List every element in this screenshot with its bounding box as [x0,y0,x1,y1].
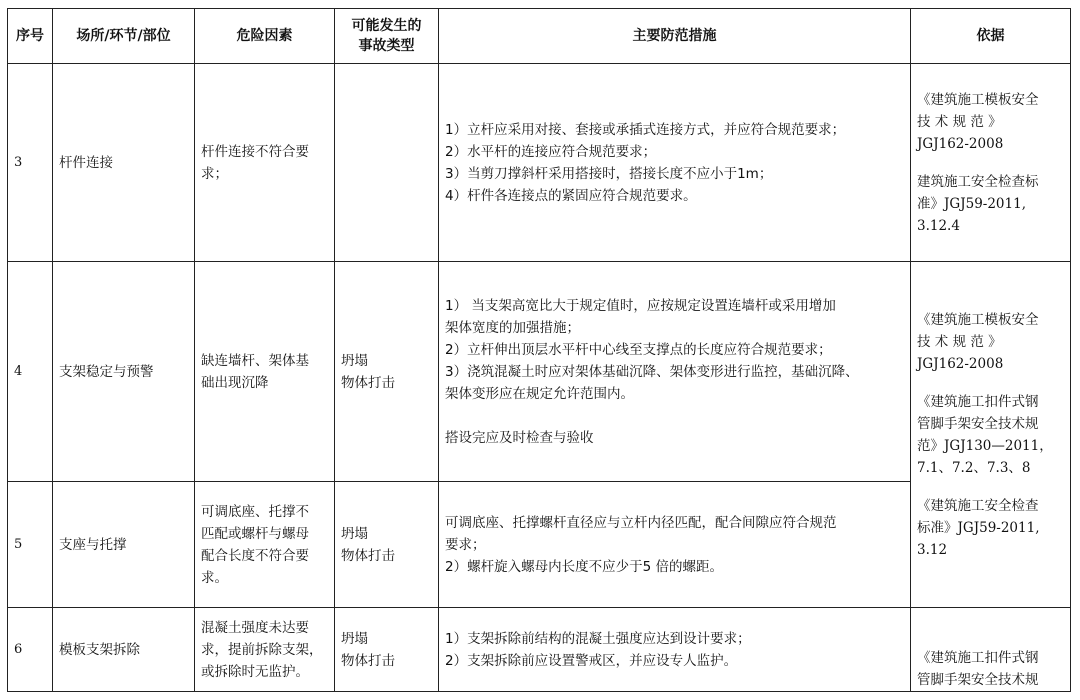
row-location: 杆件连接 [53,64,195,262]
row-seq: 6 [8,608,53,692]
header-seq: 序号 [8,9,53,64]
basis-reference: 建筑施工安全检查标 准》JGJ59-2011, 3.12.4 [917,173,1039,234]
row-basis [911,608,1071,692]
header-row [8,9,1071,64]
header-measures: 主要防范措施 [439,9,911,64]
row-location: 模板支架拆除 [53,608,195,692]
table-row [8,64,1071,262]
safety-measures-table [7,8,1071,692]
row-accident: 坍塌 物体打击 [335,482,439,608]
row-location: 支架稳定与预警 [53,262,195,482]
row-basis [911,262,1071,608]
header-accident: 可能发生的 事故类型 [335,9,439,64]
basis-reference: 《建筑施工扣件式钢 管脚手架安全技术规 [917,650,1039,688]
row-accident: 坍塌 物体打击 [335,262,439,482]
row-measures: 1）立杆应采用对接、套接或承插式连接方式，并应符合规范要求； 2）水平杆的连接应符合规范要求； 3）当剪刀撑斜杆采用搭接时，搭接长度不应小于1m； 4）杆件各连接点的紧固应符合规范要求。 [439,64,911,262]
row-seq: 5 [8,482,53,608]
header-hazard: 危险因素 [195,9,335,64]
header-location: 场所/环节/部位 [53,9,195,64]
row-basis [911,64,1071,262]
row-seq: 3 [8,64,53,262]
header-basis: 依据 [911,9,1071,64]
row-measures: 1） 当支架高宽比大于规定值时，应按规定设置连墙杆或采用增加 架体宽度的加强措施； 2）立杆伸出顶层水平杆中心线至支撑点的长度应符合规范要求； 3）浇筑混凝土时应对架体基础沉降、架体变形进行监控，基础沉降、 架体变形应在规定允许范围内。 搭设完应及时检查与验收 [439,262,911,482]
table-row [8,262,1071,482]
row-accident [335,64,439,262]
basis-reference: 《建筑施工安全检查 标准》JGJ59-2011, 3.12 [917,497,1040,558]
row-seq: 4 [8,262,53,482]
row-location: 支座与托撑 [53,482,195,608]
basis-reference: 《建筑施工模板安全 技 术 规 范 》 JGJ162-2008 [917,91,1039,152]
row-hazard: 缺连墙杆、架体基 础出现沉降 [195,262,335,482]
basis-reference: 《建筑施工模板安全 技 术 规 范 》 JGJ162-2008 [917,311,1039,372]
row-accident: 坍塌 物体打击 [335,608,439,692]
table-row [8,608,1071,692]
basis-reference: 《建筑施工扣件式钢 管脚手架安全技术规 范》JGJ130—2011， 7.1、7.2、7.3、8 [917,393,1053,476]
row-measures: 可调底座、托撑螺杆直径应与立杆内径匹配，配合间隙应符合规范 要求； 2）螺杆旋入螺母内长度不应少于5 倍的螺距。 [439,482,911,608]
row-hazard: 可调底座、托撑不 匹配或螺杆与螺母 配合长度不符合要 求。 [195,482,335,608]
row-hazard: 混凝土强度未达要 求，提前拆除支架， 或拆除时无监护。 [195,608,335,692]
row-measures: 1）支架拆除前结构的混凝土强度应达到设计要求； 2）支架拆除前应设置警戒区，并应设专人监护。 [439,608,911,692]
row-hazard: 杆件连接不符合要 求； [195,64,335,262]
